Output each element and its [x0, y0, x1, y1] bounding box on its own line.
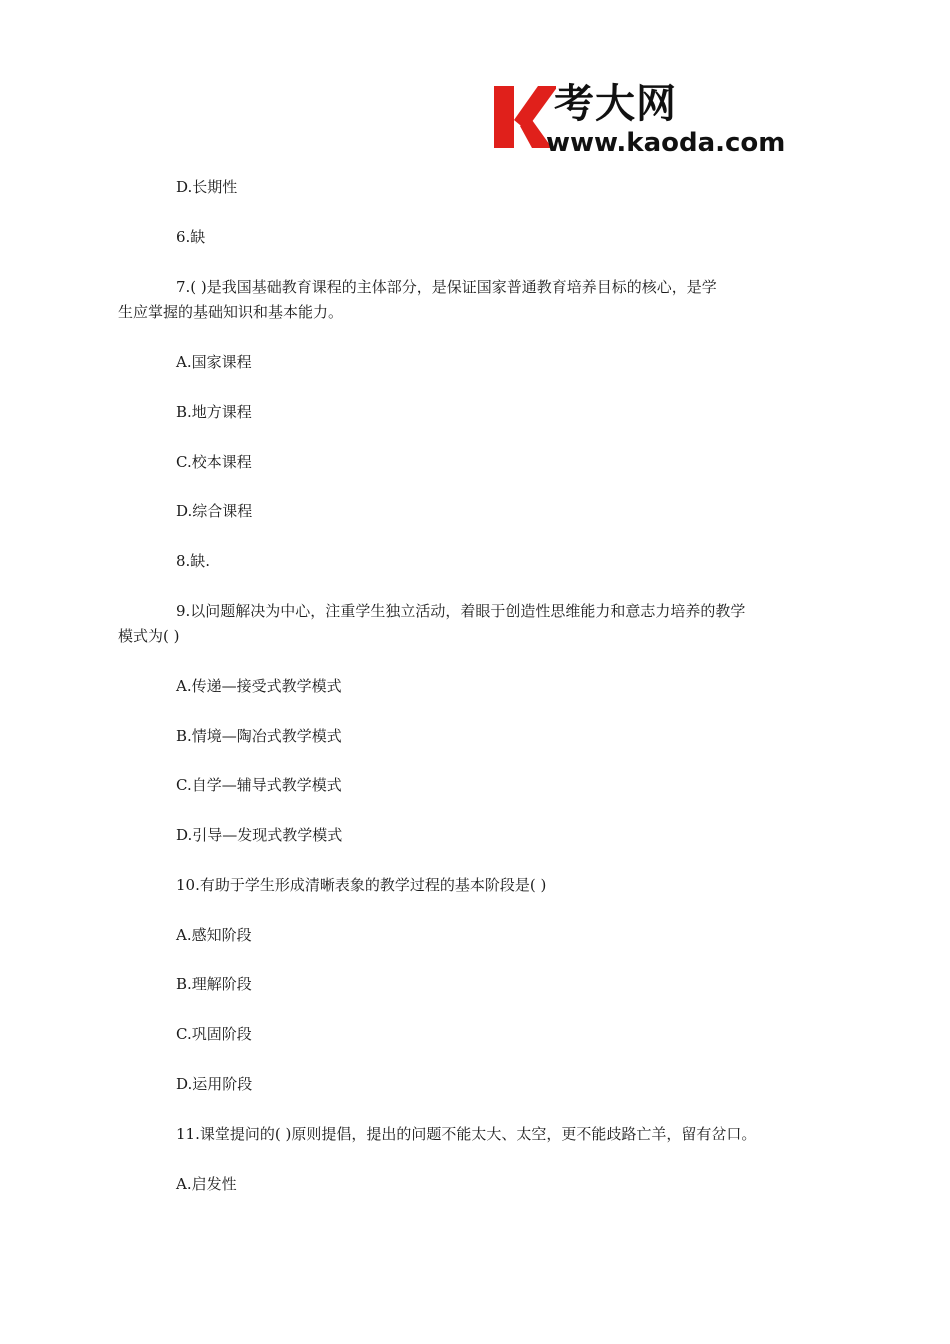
- option-text: D.引导—发现式教学模式: [176, 826, 343, 844]
- option-text: A.启发性: [176, 1175, 237, 1193]
- option-text: C.自学—辅导式教学模式: [176, 776, 342, 794]
- option-text: D.长期性: [176, 178, 238, 196]
- option-text: D.运用阶段: [176, 1075, 253, 1093]
- question-text: 8.缺.: [176, 552, 211, 570]
- option-text: B.情境—陶冶式教学模式: [176, 727, 342, 745]
- option-text: C.巩固阶段: [176, 1025, 252, 1043]
- logo-url: www.kaoda.com: [546, 128, 786, 158]
- question-text: 10.有助于学生形成清晰表象的教学过程的基本阶段是( ): [176, 876, 547, 894]
- question-text: 7.( )是我国基础教育课程的主体部分，是保证国家普通教育培养目标的核心，是学: [176, 278, 717, 296]
- logo-title: 考大网: [554, 81, 677, 127]
- question-text: 11.课堂提问的( )原则提倡，提出的问题不能太大、太空，更不能歧路亡羊，留有岔口。: [176, 1125, 757, 1143]
- option-text: B.理解阶段: [176, 975, 252, 993]
- option-text: C.校本课程: [176, 453, 252, 471]
- kaoda-logo: [492, 80, 812, 160]
- option-text: A.传递—接受式教学模式: [176, 677, 342, 695]
- question-text: 6.缺: [176, 228, 206, 246]
- option-text: D.综合课程: [176, 502, 253, 520]
- question-text: 9.以问题解决为中心，注重学生独立活动，着眼于创造性思维能力和意志力培养的教学: [176, 602, 746, 620]
- question-text-cont: 生应掌握的基础知识和基本能力。: [118, 303, 344, 321]
- option-text: A.感知阶段: [176, 926, 252, 944]
- question-text-cont: 模式为( ): [118, 627, 180, 645]
- option-text: A.国家课程: [176, 353, 252, 371]
- option-text: B.地方课程: [176, 403, 252, 421]
